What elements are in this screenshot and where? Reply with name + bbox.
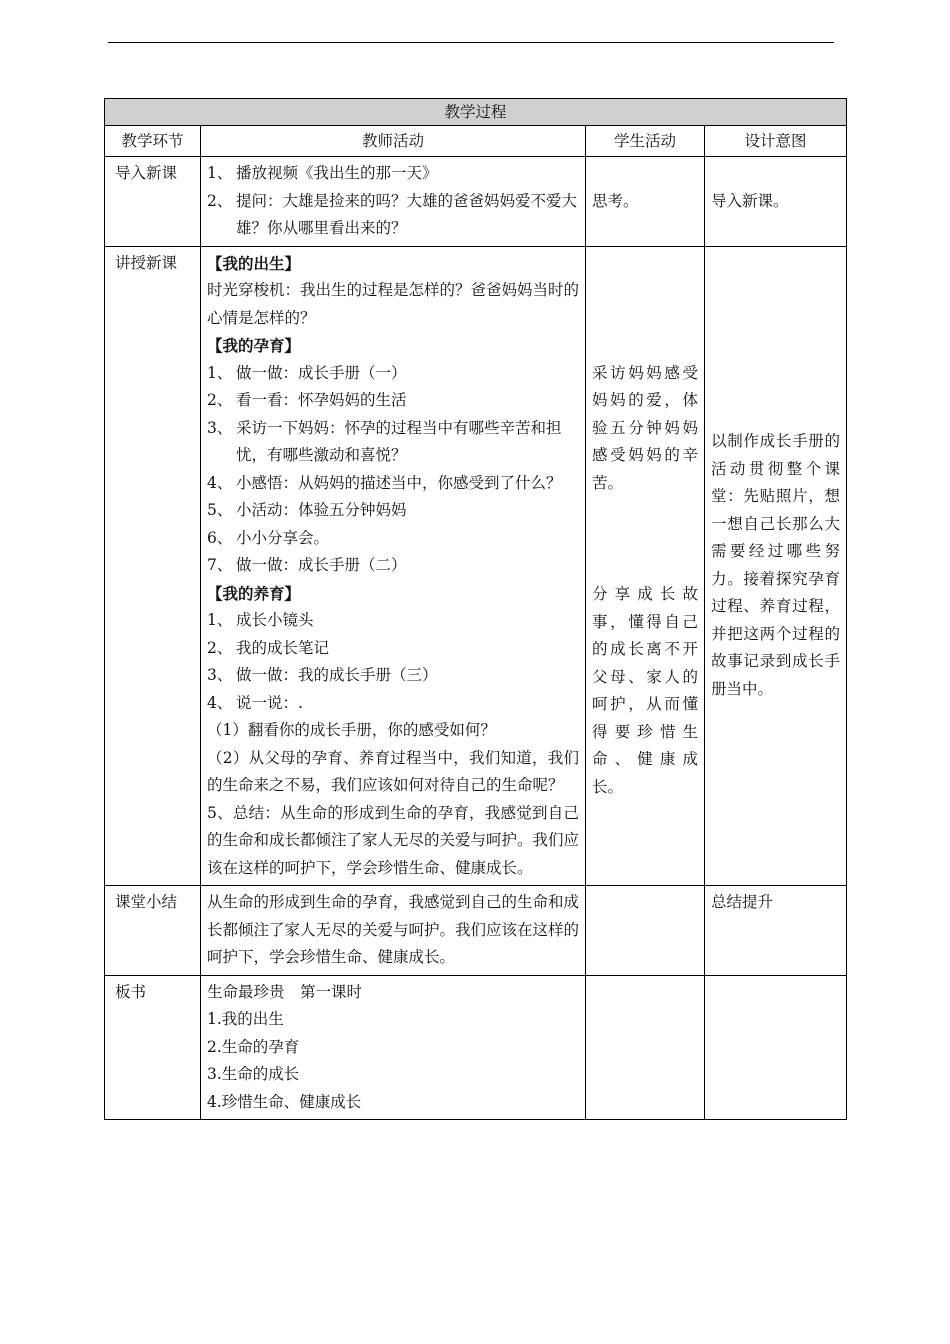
student-board <box>586 975 705 1120</box>
list-text: 小活动：体验五分钟妈妈 <box>236 501 407 519</box>
lesson-table <box>104 98 847 1120</box>
list-item <box>207 360 579 388</box>
header-teacher: 教师活动 <box>201 126 586 157</box>
list-item <box>207 525 579 553</box>
header-student: 学生活动 <box>586 126 705 157</box>
header-row <box>105 126 847 157</box>
section-text-birth: 时光穿梭机：我出生的过程是怎样的？爸爸妈妈当时的心情是怎样的？ <box>207 281 580 327</box>
section-title-birth: 【我的出生】 <box>207 253 301 273</box>
caption-row <box>105 99 847 126</box>
list-text: 小小分享会。 <box>236 528 330 547</box>
list-text: 小感悟：从妈妈的描述当中，你感受到了什么？ <box>236 473 562 492</box>
design-board <box>705 975 847 1120</box>
table-caption: 教学过程 <box>105 99 847 126</box>
lecture-summary: 5、总结：从生命的形成到生命的孕育，我感觉到自己的生命和成长都倾注了家人无尽的关爱与呵护。我们应该在这样的呵护下，学会珍惜生命、健康成长。 <box>207 803 580 877</box>
board-line: 2.生命的孕育 <box>207 1037 300 1056</box>
teacher-wrapup: 从生命的形成到生命的孕育，我感觉到自己的生命和成长都倾注了家人无尽的关爱与呵护。我们应该在这样的呵护下，学会珍惜生命、健康成长。 <box>201 886 586 976</box>
stage-intro: 导入新课 <box>105 157 201 247</box>
question-2: （2）从父母的孕育、养育过程当中，我们知道，我们的生命来之不易，我们应该如何对待自己的生命呢？ <box>207 748 579 794</box>
list-text: 做一做：成长手册（二） <box>236 556 407 574</box>
student-intro: 思考。 <box>586 157 705 247</box>
board-line: 1.我的出生 <box>207 1010 284 1028</box>
list-text: 说一说：. <box>236 693 303 712</box>
question-1: （1）翻看你的成长手册，你的感受如何？ <box>207 721 496 739</box>
list-item <box>207 497 579 525</box>
spacer <box>592 250 698 360</box>
list-number: 5、 <box>207 501 233 519</box>
table-row-intro <box>105 157 847 247</box>
student-lecture-2: 分享成长故事，懂得自己的成长离不开父母、家人的呵护，从而懂得要珍惜生命、健康成长。 <box>592 585 698 796</box>
stage-lecture: 讲授新课 <box>105 246 201 886</box>
header-design: 设计意图 <box>705 126 847 157</box>
list-text: 我的成长笔记 <box>236 638 330 657</box>
design-intro: 导入新课。 <box>705 157 847 247</box>
design-wrapup: 总结提升 <box>705 886 847 976</box>
list-number: 7、 <box>207 556 233 574</box>
list-item <box>207 552 579 580</box>
board-line: 生命最珍贵 第一课时 <box>207 982 363 1001</box>
list-number: 2、 <box>207 391 233 409</box>
board-line: 3.生命的成长 <box>207 1065 300 1083</box>
stage-wrapup: 课堂小结 <box>105 886 201 976</box>
list-item <box>207 607 579 635</box>
student-lecture <box>586 246 705 886</box>
list-text: 播放视频《我出生的那一天》 <box>236 164 438 182</box>
list-number: 4、 <box>207 473 233 492</box>
list-item <box>207 635 579 663</box>
list-item <box>207 160 579 188</box>
list-item <box>207 662 579 690</box>
list-text: 做一做：我的成长手册（三） <box>236 666 438 684</box>
stage-board: 板书 <box>105 975 201 1120</box>
design-lecture <box>705 246 847 886</box>
header-stage: 教学环节 <box>105 126 201 157</box>
list-text: 提问：大雄是捡来的吗？大雄的爸爸妈妈爱不爱大雄？你从哪里看出来的？ <box>236 191 578 237</box>
list-text: 成长小镜头 <box>236 611 314 629</box>
teacher-board <box>201 975 586 1120</box>
list-number: 1、 <box>207 164 233 182</box>
list-number: 4、 <box>207 693 233 712</box>
student-wrapup <box>586 886 705 976</box>
list-item <box>207 470 579 498</box>
list-text: 做一做：成长手册（一） <box>236 363 407 382</box>
list-number: 6、 <box>207 528 233 547</box>
header-rule <box>108 42 834 43</box>
list-number: 1、 <box>207 611 233 629</box>
list-number: 2、 <box>207 191 233 210</box>
list-text: 采访一下妈妈：怀孕的过程当中有哪些辛苦和担忧，有哪些激动和喜悦？ <box>236 418 562 464</box>
list-number: 1、 <box>207 363 233 382</box>
list-item <box>207 188 579 243</box>
list-number: 2、 <box>207 638 233 657</box>
list-item <box>207 415 579 470</box>
student-lecture-1: 采访妈妈感受妈妈的爱，体验五分钟妈妈感受妈妈的辛苦。 <box>592 363 698 492</box>
board-line: 4.珍惜生命、健康成长 <box>207 1092 362 1111</box>
spacer <box>592 497 698 581</box>
list-item <box>207 690 579 718</box>
section-title-upbringing: 【我的养育】 <box>207 583 301 603</box>
teacher-intro <box>201 157 586 247</box>
list-number: 3、 <box>207 418 233 437</box>
list-number: 3、 <box>207 666 233 684</box>
teacher-lecture <box>201 246 586 886</box>
table-row-wrapup <box>105 886 847 976</box>
design-lecture-text: 以制作成长手册的活动贯彻整个课堂：先贴照片，想一想自己长那么大需要经过哪些努力。接着探究孕育过程、养育过程，并把这两个过程的故事记录到成长手册当中。 <box>711 432 841 698</box>
list-text: 看一看：怀孕妈妈的生活 <box>236 391 407 409</box>
table-row-lecture <box>105 246 847 886</box>
table-row-board <box>105 975 847 1120</box>
section-title-pregnancy: 【我的孕育】 <box>207 336 301 355</box>
list-item <box>207 387 579 415</box>
